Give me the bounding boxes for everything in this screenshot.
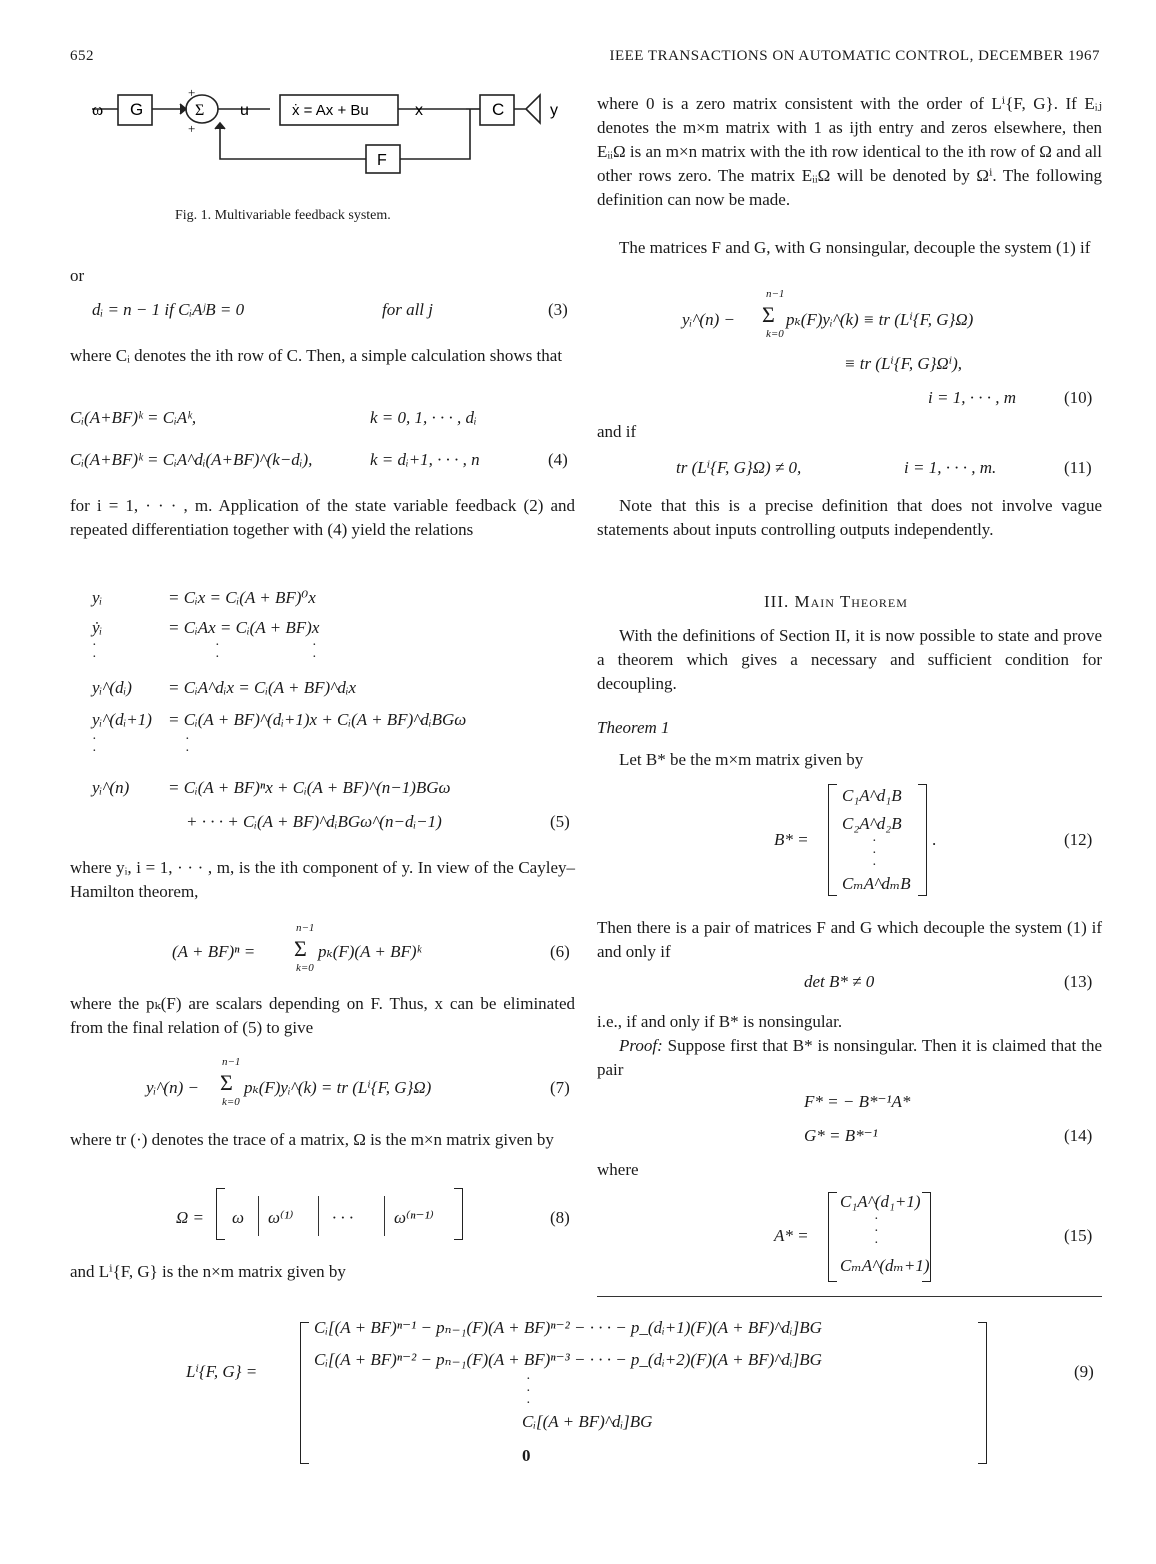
eq8-e4: ω⁽ⁿ⁻¹⁾: [394, 1208, 434, 1227]
eq9-right-bracket: [978, 1322, 987, 1464]
eq10-number: (10): [1064, 388, 1093, 407]
or-text: or: [70, 266, 85, 285]
eq12-right-bracket: [918, 784, 927, 896]
eq6-rhs: pₖ(F)(A + BF)ᵏ: [318, 942, 422, 961]
eq12-left-bracket: [828, 784, 837, 896]
eq10-lhs: yᵢ^(n) −: [682, 310, 735, 329]
eq11-lhs: tr (Lⁱ{F, G}Ω) ≠ 0,: [676, 458, 802, 477]
paragraph-scalars: where the pₖ(F) are scalars depending on F. Thus, x can be eliminated from the final relation of (5) to give: [70, 994, 575, 1037]
plus-top: +: [188, 85, 196, 100]
eq9-r3: Cᵢ[(A + BF)^dᵢ]BG: [522, 1412, 653, 1431]
eq15-r1: C₁A^(d₁+1): [840, 1192, 921, 1211]
sum-label: Σ: [195, 102, 205, 119]
eq12-period: .: [932, 830, 937, 849]
eq14-number: (14): [1064, 1126, 1093, 1145]
eq9-number: (9): [1074, 1362, 1094, 1381]
eq9-lhs: Lⁱ{F, G} =: [186, 1362, 258, 1381]
eq6-number: (6): [550, 942, 570, 961]
eq5-r2-rhs: = CᵢAx = Cᵢ(A + BF)x: [168, 618, 320, 637]
eq11-number: (11): [1064, 458, 1092, 477]
eq8-e3: · · ·: [332, 1208, 354, 1227]
eq10b: ≡ tr (Lⁱ{F, G}Ωⁱ),: [844, 354, 963, 373]
eq5-r6-rhs: + · · · + Cᵢ(A + BF)^dᵢBGω^(n−dᵢ−1): [186, 812, 442, 831]
paragraph-L-matrix: and Lⁱ{F, G} is the n×m matrix given by: [70, 1262, 346, 1281]
eq8-sep-2: [318, 1196, 319, 1236]
eq15-number: (15): [1064, 1226, 1093, 1245]
eq3-lhs: dᵢ = n − 1 if CᵢAʲB = 0: [92, 300, 245, 319]
eq5-r3-lhs: yᵢ^(dᵢ): [92, 678, 132, 697]
plant-block-label: ẋ = Ax + Bu: [292, 102, 369, 119]
eq12-r3: CₘA^dₘB: [842, 874, 911, 893]
eq11-range: i = 1, · · · , m.: [904, 458, 997, 477]
eq5-r2-lhs: ẏᵢ: [92, 618, 103, 637]
eq9-vdots: · · ·: [526, 1372, 531, 1411]
eq5-r5-lhs: yᵢ^(n): [92, 778, 130, 797]
eq4b-lhs: Cᵢ(A+BF)ᵏ = CᵢA^dᵢ(A+BF)^(k−dᵢ),: [70, 450, 313, 469]
eq6-sum-top: n−1: [296, 922, 315, 934]
paragraph-theorem-intro: With the definitions of Section II, it is now possible to state and prove a theorem which gives a necessary and sufficient condition for decoupling.: [597, 626, 1102, 693]
proof-text: Suppose first that B* is nonsingular. Then it is claimed that the pair: [597, 1036, 1102, 1079]
eq10-range: i = 1, · · · , m: [928, 388, 1016, 407]
eq5-vdots-1: · ·: [92, 638, 97, 665]
eq12-vdots: · · ·: [872, 834, 877, 873]
eq3-number: (3): [548, 300, 568, 319]
eq4a-range: k = 0, 1, · · · , dᵢ: [370, 408, 477, 427]
f-block-label: F: [377, 152, 387, 169]
paragraph-decouple: The matrices F and G, with G nonsingular, decouple the system (1) if: [619, 238, 1091, 257]
eq8-number: (8): [550, 1208, 570, 1227]
eq8-left-bracket: [216, 1188, 225, 1240]
eq5-r4-rhs: = Cᵢ(A + BF)^(dᵢ+1)x + Cᵢ(A + BF)^dᵢBGω: [168, 710, 467, 729]
eq9-r1: Cᵢ[(A + BF)ⁿ⁻¹ − pₙ₋₁(F)(A + BF)ⁿ⁻² − · · · − p_(dᵢ+1)(F)(A + BF)^dᵢ]BG: [314, 1318, 822, 1337]
eq5-vdots-5: · ·: [185, 732, 190, 759]
eq8-lhs: Ω =: [176, 1208, 205, 1227]
eq4-number: (4): [548, 450, 568, 469]
eq4b-range: k = dᵢ+1, · · · , n: [370, 450, 480, 469]
eq13-number: (13): [1064, 972, 1093, 991]
eq6-sum: Σ: [294, 936, 307, 961]
separator-rule: [597, 1296, 1102, 1297]
proof-label: Proof:: [619, 1036, 663, 1055]
eq12-lhs: B* =: [774, 830, 809, 849]
eq5-r4-lhs: yᵢ^(dᵢ+1): [92, 710, 152, 729]
x-label: x: [415, 102, 423, 119]
theorem-label: Theorem 1: [597, 718, 670, 737]
eq7-rhs: pₖ(F)yᵢ^(k) = tr (Lⁱ{F, G}Ω): [244, 1078, 432, 1097]
figure-caption: Fig. 1. Multivariable feedback system.: [175, 208, 391, 223]
eq12-number: (12): [1064, 830, 1093, 849]
eq7-number: (7): [550, 1078, 570, 1097]
eq10-sum-top: n−1: [766, 288, 785, 300]
omega-label: ω: [92, 100, 104, 119]
section-heading: III. Main Theorem: [764, 592, 908, 611]
eq12-r1: C₁A^d₁B: [842, 786, 902, 805]
c-block-label: C: [492, 100, 505, 119]
eq8-sep-1: [258, 1196, 259, 1236]
journal-header: IEEE TRANSACTIONS ON AUTOMATIC CONTROL, DECEMBER 1967: [609, 48, 1100, 64]
eq7-lhs: yᵢ^(n) −: [146, 1078, 199, 1097]
eq15-vdots: · · ·: [874, 1212, 879, 1251]
eq15-r3: CₘA^(dₘ+1): [840, 1256, 930, 1275]
u-label: u: [240, 102, 249, 119]
where-text: where: [597, 1160, 639, 1179]
diagram-svg: [70, 85, 570, 195]
eq6-lhs: (A + BF)ⁿ =: [172, 942, 256, 961]
paragraph-precise: Note that this is a precise definition that does not involve vague statements about inputs controlling outputs independently.: [597, 496, 1102, 539]
eq15-lhs: A* =: [774, 1226, 809, 1245]
eq15-left-bracket: [828, 1192, 837, 1282]
paragraph-proof: [597, 1034, 1102, 1082]
eq7-sum-bottom: k=0: [222, 1096, 240, 1108]
paragraph-bstar: Let B* be the m×m matrix given by: [619, 750, 864, 769]
eq5-r1-lhs: yᵢ: [92, 588, 103, 607]
paragraph-calc: where Cᵢ denotes the ith row of C. Then, a simple calculation shows that: [70, 346, 563, 365]
paragraph-cayley: where yᵢ, i = 1, · · · , m, is the ith component of y. In view of the Cayley–Hamilton theorem,: [70, 858, 575, 901]
eq7-sum-top: n−1: [222, 1056, 241, 1068]
paragraph-trace: where tr (·) denotes the trace of a matrix, Ω is the m×n matrix given by: [70, 1130, 554, 1149]
eq10-rhs: pₖ(F)yᵢ^(k) ≡ tr (Lⁱ{F, G}Ω): [786, 310, 974, 329]
eq4a-lhs: Cᵢ(A+BF)ᵏ = CᵢAᵏ,: [70, 408, 197, 427]
paragraph-then-pair: Then there is a pair of matrices F and G which decouple the system (1) if and only if: [597, 918, 1102, 961]
paragraph-zero-matrix: where 0 is a zero matrix consistent with the order of Lⁱ{F, G}. If Eᵢⱼ denotes the m×m matrix with 1 as ijth entry and zeros elsewhere, then EᵢᵢΩ is an m×n matrix with the ith row identical to the ith row of Ω and all other rows zero. The matrix EᵢᵢΩ will be denoted by Ωⁱ. The following definition can now be made.: [597, 94, 1102, 209]
g-block-label: G: [130, 100, 144, 119]
eq8-e1: ω: [232, 1208, 245, 1227]
eq8-sep-3: [384, 1196, 385, 1236]
eq8-right-bracket: [454, 1188, 463, 1240]
eq9-left-bracket: [300, 1322, 309, 1464]
eq3-cond: for all j: [382, 300, 434, 319]
eq5-r1-rhs: = Cᵢx = Cᵢ(A + BF)⁰x: [168, 588, 316, 607]
eq5-vdots-2: · ·: [215, 638, 220, 665]
eq15-right-bracket: [922, 1192, 931, 1282]
eq14b: G* = B*⁻¹: [804, 1126, 878, 1145]
eq10-sum: Σ: [762, 302, 775, 327]
eq5-vdots-3: · ·: [312, 638, 317, 665]
paragraph-nonsingular: i.e., if and only if B* is nonsingular.: [597, 1012, 843, 1031]
eq7-sum: Σ: [220, 1070, 233, 1095]
eq5-vdots-4: · ·: [92, 732, 97, 759]
eq10-sum-bottom: k=0: [766, 328, 784, 340]
eq14a: F* = − B*⁻¹A*: [804, 1092, 911, 1111]
y-label: y: [550, 102, 558, 119]
paragraph-feedback: for i = 1, · · · , m. Application of the state variable feedback (2) and repeated differentiation together with (4) yield the relations: [70, 496, 575, 539]
eq5-r3-rhs: = CᵢA^dᵢx = Cᵢ(A + BF)^dᵢx: [168, 678, 357, 697]
eq9-r2: Cᵢ[(A + BF)ⁿ⁻² − pₙ₋₁(F)(A + BF)ⁿ⁻³ − · · · − p_(dᵢ+2)(F)(A + BF)^dᵢ]BG: [314, 1350, 822, 1369]
eq13-expr: det B* ≠ 0: [804, 972, 875, 991]
eq9-r4: 0: [522, 1446, 531, 1465]
plus-bottom: +: [188, 121, 196, 136]
eq5-number: (5): [550, 812, 570, 831]
eq5-r5-rhs: = Cᵢ(A + BF)ⁿx + Cᵢ(A + BF)^(n−1)BGω: [168, 778, 451, 797]
page-number: 652: [70, 48, 94, 64]
and-if-text: and if: [597, 422, 637, 441]
eq12-r2: C₂A^d₂B: [842, 814, 902, 833]
feedback-diagram: [70, 85, 570, 195]
eq8-e2: ω⁽¹⁾: [268, 1208, 294, 1227]
eq6-sum-bottom: k=0: [296, 962, 314, 974]
